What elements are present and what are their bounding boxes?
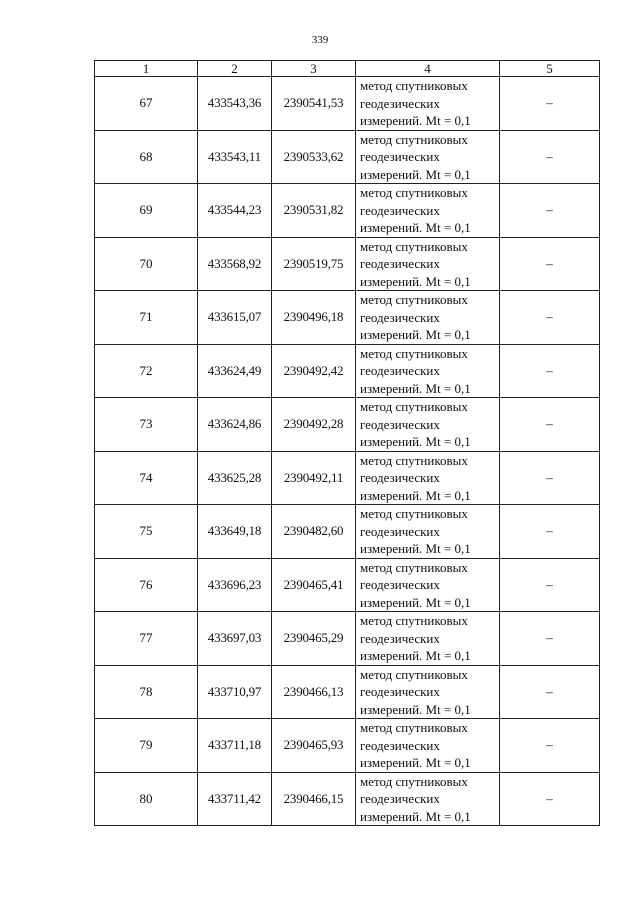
method-line: метод спутниковых (360, 452, 468, 468)
method-cell (356, 451, 500, 505)
method-line: геодезических (360, 363, 440, 378)
point-number-cell: 74 (95, 451, 198, 505)
point-number-cell: 73 (95, 398, 198, 452)
x-coordinate-cell: 433543,36 (198, 77, 272, 131)
method-line: метод спутниковых (360, 345, 468, 361)
x-coordinate-cell: 433697,03 (198, 612, 272, 666)
method-cell (356, 237, 500, 291)
point-number-cell: 68 (95, 130, 198, 184)
method-cell (356, 77, 500, 131)
method-line: метод спутниковых (360, 131, 468, 147)
header-row (95, 61, 600, 77)
method-cell (356, 344, 500, 398)
header-cell-1: 1 (95, 61, 198, 77)
point-number-cell: 69 (95, 184, 198, 238)
method-line: метод спутниковых (360, 185, 468, 200)
method-line: геодезических (360, 95, 440, 111)
method-line: измерений. Mt = 0,1 (360, 166, 471, 182)
table-row (95, 665, 600, 719)
method-line: измерений. Mt = 0,1 (360, 220, 471, 235)
method-line: метод спутниковых (360, 613, 468, 628)
y-coordinate-cell: 2390482,60 (272, 505, 356, 559)
y-coordinate-cell: 2390466,13 (272, 665, 356, 719)
point-number-cell: 78 (95, 665, 198, 719)
column5-cell: – (500, 130, 600, 184)
y-coordinate-cell: 2390465,93 (272, 719, 356, 773)
y-coordinate-cell: 2390466,15 (272, 772, 356, 826)
header-cell-2: 2 (198, 61, 272, 77)
method-line: метод спутниковых (360, 292, 468, 307)
point-number-cell: 71 (95, 291, 198, 345)
point-number-cell: 70 (95, 237, 198, 291)
y-coordinate-cell: 2390541,53 (272, 77, 356, 131)
point-number-cell: 72 (95, 344, 198, 398)
x-coordinate-cell: 433544,23 (198, 184, 272, 238)
table-row (95, 184, 600, 238)
x-coordinate-cell: 433710,97 (198, 665, 272, 719)
method-cell (356, 184, 500, 238)
method-line: метод спутниковых (360, 78, 468, 93)
method-line: геодезических (360, 791, 440, 806)
table-row (95, 291, 600, 345)
y-coordinate-cell: 2390492,42 (272, 344, 356, 398)
table-row (95, 130, 600, 184)
method-line: метод спутниковых (360, 773, 468, 789)
column5-cell: – (500, 505, 600, 559)
x-coordinate-cell: 433624,86 (198, 398, 272, 452)
point-number-cell: 75 (95, 505, 198, 559)
method-cell (356, 772, 500, 826)
method-line: геодезических (360, 523, 440, 539)
y-coordinate-cell: 2390465,41 (272, 558, 356, 612)
column5-cell: – (500, 344, 600, 398)
method-line: геодезических (360, 416, 440, 432)
table-header (95, 61, 600, 77)
column5-cell: – (500, 77, 600, 131)
x-coordinate-cell: 433543,11 (198, 130, 272, 184)
method-cell (356, 398, 500, 452)
method-line: измерений. Mt = 0,1 (360, 648, 471, 663)
method-cell (356, 130, 500, 184)
header-cell-3: 3 (272, 61, 356, 77)
point-number-cell: 77 (95, 612, 198, 666)
method-line: измерений. Mt = 0,1 (360, 113, 471, 128)
header-cell-5: 5 (500, 61, 600, 77)
column5-cell: – (500, 291, 600, 345)
point-number-cell: 76 (95, 558, 198, 612)
method-cell (356, 505, 500, 559)
y-coordinate-cell: 2390533,62 (272, 130, 356, 184)
method-line: измерений. Mt = 0,1 (360, 594, 471, 610)
table-row (95, 344, 600, 398)
method-line: геодезических (360, 684, 440, 699)
method-line: метод спутниковых (360, 238, 468, 254)
method-line: измерений. Mt = 0,1 (360, 541, 471, 556)
coordinates-table (94, 60, 600, 826)
table-row (95, 612, 600, 666)
method-line: измерений. Mt = 0,1 (360, 273, 471, 289)
table-row (95, 558, 600, 612)
point-number-cell: 67 (95, 77, 198, 131)
method-line: геодезических (360, 202, 440, 218)
method-line: измерений. Mt = 0,1 (360, 701, 471, 717)
point-number-cell: 79 (95, 719, 198, 773)
page-number: 339 (311, 34, 329, 46)
column5-cell: – (500, 558, 600, 612)
point-number-cell: 80 (95, 772, 198, 826)
method-line: геодезических (360, 630, 440, 646)
column5-cell: – (500, 398, 600, 452)
method-line: геодезических (360, 470, 440, 485)
column5-cell: – (500, 719, 600, 773)
column5-cell: – (500, 612, 600, 666)
method-line: метод спутниковых (360, 720, 468, 735)
method-line: метод спутниковых (360, 399, 468, 414)
y-coordinate-cell: 2390465,29 (272, 612, 356, 666)
x-coordinate-cell: 433696,23 (198, 558, 272, 612)
column5-cell: – (500, 184, 600, 238)
method-cell (356, 558, 500, 612)
method-line: измерений. Mt = 0,1 (360, 755, 471, 770)
column5-cell: – (500, 451, 600, 505)
x-coordinate-cell: 433568,92 (198, 237, 272, 291)
method-line: геодезических (360, 737, 440, 753)
method-line: измерений. Mt = 0,1 (360, 487, 471, 503)
table-row (95, 772, 600, 826)
y-coordinate-cell: 2390519,75 (272, 237, 356, 291)
table-row (95, 451, 600, 505)
method-cell (356, 665, 500, 719)
method-line: измерений. Mt = 0,1 (360, 434, 471, 449)
y-coordinate-cell: 2390531,82 (272, 184, 356, 238)
table-row (95, 77, 600, 131)
table-body (95, 77, 600, 826)
method-line: измерений. Mt = 0,1 (360, 327, 471, 342)
method-cell (356, 612, 500, 666)
method-line: метод спутниковых (360, 666, 468, 682)
method-line: геодезических (360, 256, 440, 271)
x-coordinate-cell: 433624,49 (198, 344, 272, 398)
method-line: геодезических (360, 149, 440, 164)
method-line: метод спутниковых (360, 559, 468, 575)
column5-cell: – (500, 237, 600, 291)
x-coordinate-cell: 433625,28 (198, 451, 272, 505)
method-line: метод спутниковых (360, 506, 468, 521)
method-cell (356, 291, 500, 345)
method-cell (356, 719, 500, 773)
column5-cell: – (500, 665, 600, 719)
table-row (95, 719, 600, 773)
method-line: измерений. Mt = 0,1 (360, 808, 471, 824)
table-row (95, 505, 600, 559)
table-row (95, 237, 600, 291)
column5-cell: – (500, 772, 600, 826)
header-cell-4: 4 (356, 61, 500, 77)
x-coordinate-cell: 433649,18 (198, 505, 272, 559)
y-coordinate-cell: 2390492,11 (272, 451, 356, 505)
method-line: геодезических (360, 309, 440, 325)
y-coordinate-cell: 2390496,18 (272, 291, 356, 345)
x-coordinate-cell: 433615,07 (198, 291, 272, 345)
y-coordinate-cell: 2390492,28 (272, 398, 356, 452)
method-line: измерений. Mt = 0,1 (360, 380, 471, 396)
x-coordinate-cell: 433711,18 (198, 719, 272, 773)
method-line: геодезических (360, 577, 440, 592)
table-row (95, 398, 600, 452)
x-coordinate-cell: 433711,42 (198, 772, 272, 826)
